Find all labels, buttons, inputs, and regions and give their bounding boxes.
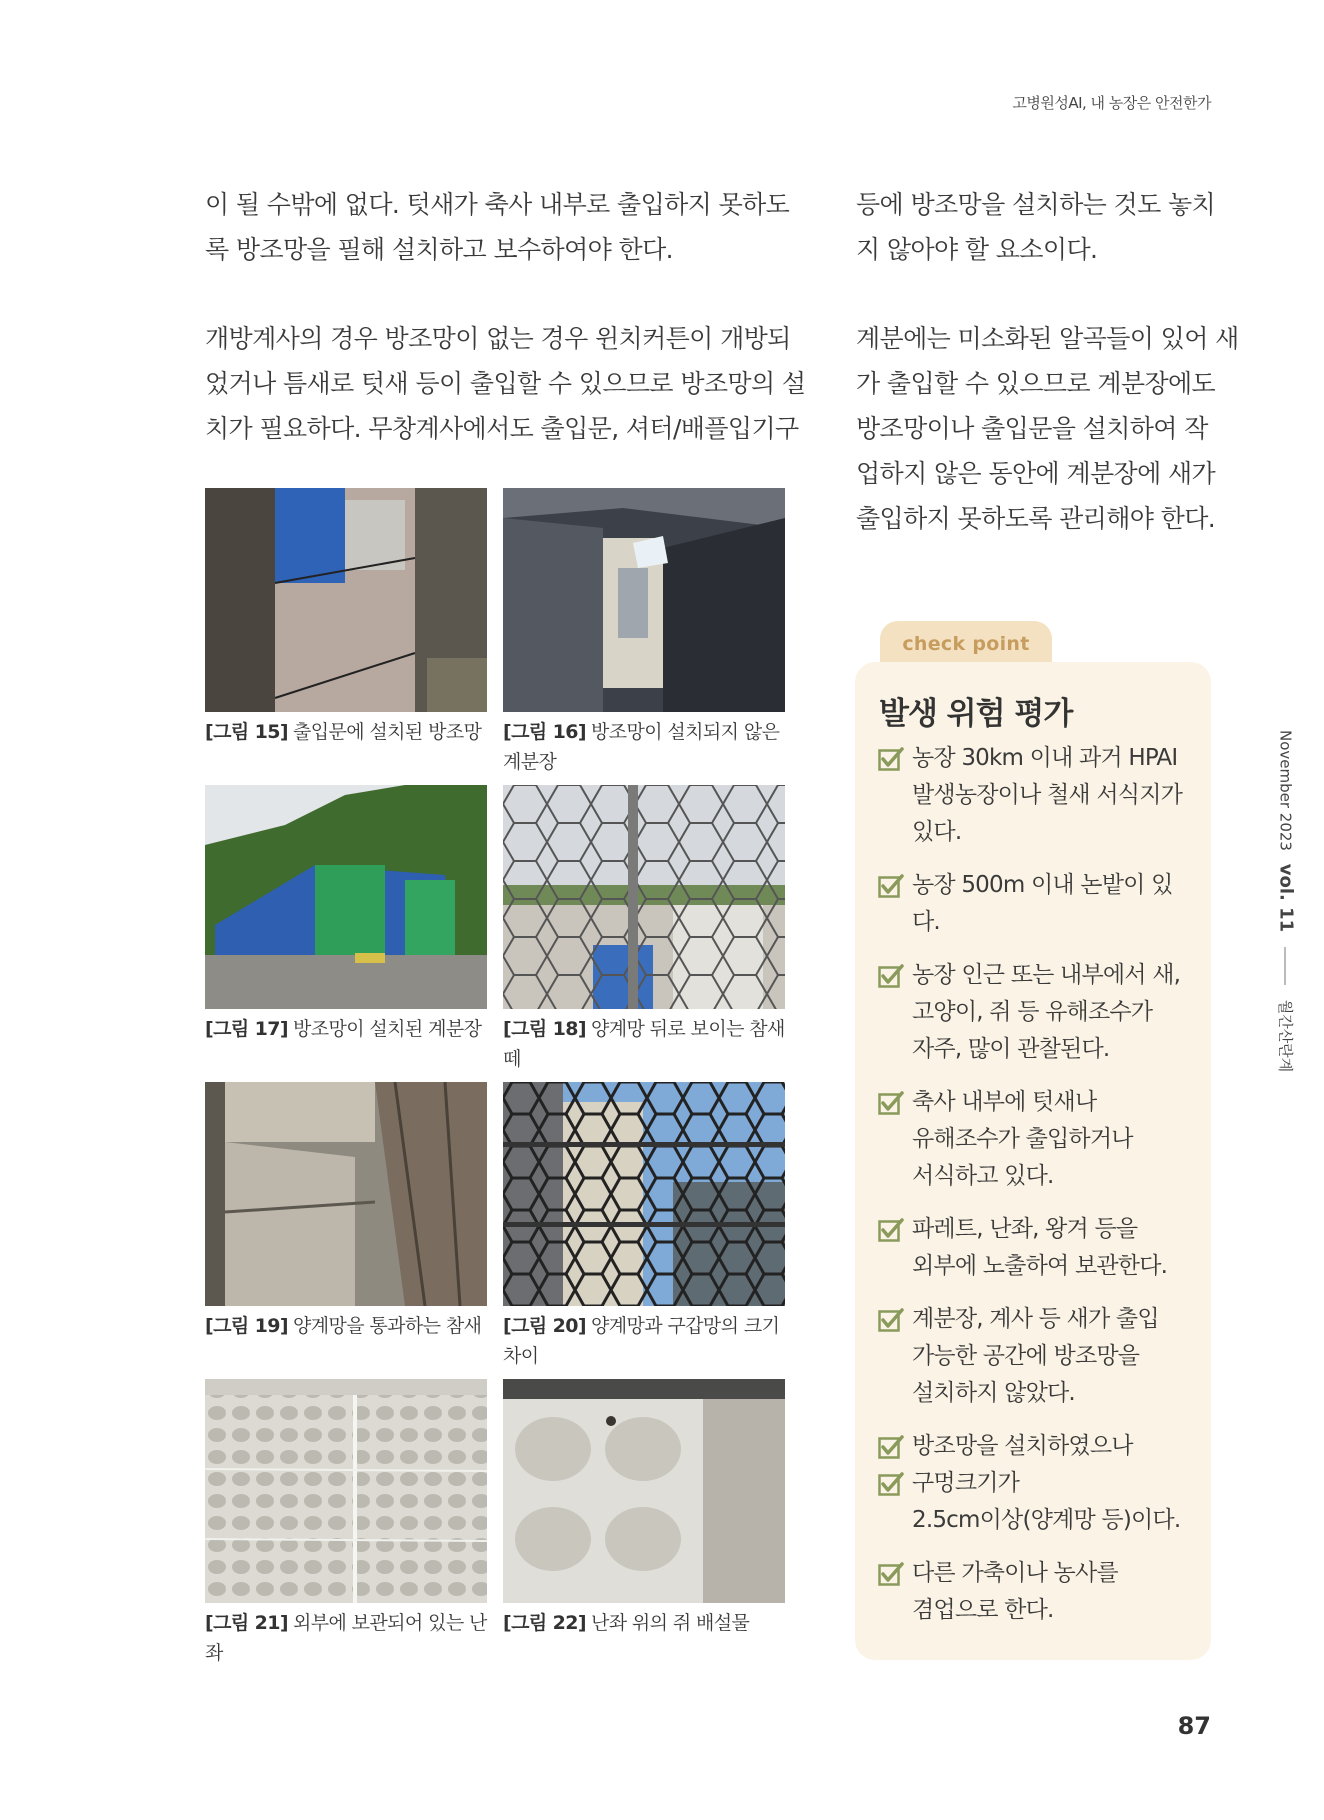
figure-16-photo — [503, 488, 785, 712]
left-paragraph-2: 개방계사의 경우 방조망이 없는 경우 윈치커튼이 개방되 었거나 틈새로 텃새 등이 출입할 수 있으므로 방조망의 설 치가 필요하다. 무창계사에서도 출입문, 셔터/배플입기구 — [205, 324, 806, 443]
figure-15-photo — [205, 488, 487, 712]
figure-17-photo — [205, 785, 487, 1009]
figure-20-caption: [그림 20] 양계망과 구갑망의 크기 차이 — [503, 1315, 780, 1367]
check-item-text: 방조망을 설치하였으나 — [912, 1433, 1133, 1459]
checkbox-checked-icon — [878, 1555, 912, 1592]
side-tab-vol: vol. 11 — [1275, 863, 1297, 933]
check-item-text: 파레트, 난좌, 왕겨 등을 외부에 노출하여 보관한다. — [912, 1216, 1168, 1279]
figure-15 — [205, 488, 487, 747]
checkbox-checked-icon — [878, 1211, 912, 1248]
check-item-text: 축사 내부에 텃새나 유해조수가 출입하거나 서식하고 있다. — [912, 1089, 1133, 1189]
checkbox-checked-icon — [878, 1301, 912, 1338]
check-item — [878, 1555, 1198, 1629]
figure-20 — [503, 1082, 785, 1371]
checkbox-checked-icon — [878, 1084, 912, 1121]
page-number: 87 — [1177, 1712, 1211, 1740]
figure-18-caption: [그림 18] 양계망 뒤로 보이는 참새 떼 — [503, 1018, 785, 1070]
side-tab-text — [1276, 730, 1297, 1072]
check-item — [878, 1428, 1198, 1465]
check-item-text: 구멍크기가 2.5cm이상(양계망 등)이다. — [912, 1470, 1181, 1533]
check-point-tab: check point — [880, 621, 1052, 665]
figure-22 — [503, 1379, 785, 1638]
side-tab — [1266, 730, 1306, 1073]
figure-16 — [503, 488, 785, 777]
check-item-text: 농장 인근 또는 내부에서 새, 고양이, 쥐 등 유해조수가 자주, 많이 관찰된다. — [912, 962, 1181, 1062]
left-paragraph-1: 이 될 수밖에 없다. 텃새가 축사 내부로 출입하지 못하도 록 방조망을 필해 설치하고 보수하여야 한다. — [205, 190, 790, 264]
checkbox-checked-icon — [878, 867, 912, 904]
check-item — [878, 1084, 1198, 1195]
check-point-list — [878, 740, 1198, 1645]
figure-19-caption: [그림 19] 양계망을 통과하는 참새 — [205, 1315, 482, 1337]
check-item — [878, 740, 1198, 851]
checkbox-checked-icon — [878, 957, 912, 994]
figure-20-photo — [503, 1082, 785, 1306]
check-item-text: 계분장, 계사 등 새가 출입 가능한 공간에 방조망을 설치하지 않았다. — [912, 1306, 1159, 1406]
check-item — [878, 957, 1198, 1068]
check-item — [878, 1301, 1198, 1412]
running-head-title: 고병원성AI, 내 농장은 안전한가 — [1012, 94, 1211, 112]
right-paragraph-1: 등에 방조망을 설치하는 것도 놓치 지 않아야 할 요소이다. — [856, 190, 1216, 264]
side-tab-issue: November 2023 — [1276, 730, 1295, 851]
check-item — [878, 1211, 1198, 1285]
check-item-text: 농장 500m 이내 논밭이 있다. — [912, 872, 1173, 935]
check-item — [878, 867, 1198, 941]
check-item-text: 농장 30km 이내 과거 HPAI 발생농장이나 철새 서식지가 있다. — [912, 745, 1183, 845]
figure-16-caption: [그림 16] 방조망이 설치되지 않은 계분장 — [503, 721, 780, 773]
figure-17-caption: [그림 17] 방조망이 설치된 계분장 — [205, 1018, 482, 1040]
figure-22-photo — [503, 1379, 785, 1603]
figure-17 — [205, 785, 487, 1044]
figure-21-photo — [205, 1379, 487, 1603]
figure-19 — [205, 1082, 487, 1341]
check-item-text: 다른 가축이나 농사를 겸업으로 한다. — [912, 1560, 1118, 1623]
checkbox-checked-icon — [878, 1465, 912, 1502]
figure-18-photo — [503, 785, 785, 1009]
check-point-title: 발생 위험 평가 — [879, 696, 1073, 732]
figure-21 — [205, 1379, 487, 1668]
check-item — [878, 1465, 1198, 1539]
figure-15-caption: [그림 15] 출입문에 설치된 방조망 — [205, 721, 482, 743]
checkbox-checked-icon — [878, 740, 912, 777]
figure-22-caption: [그림 22] 난좌 위의 쥐 배설물 — [503, 1612, 750, 1634]
side-tab-magazine: 월간산란계 — [1276, 999, 1295, 1073]
figure-21-caption: [그림 21] 외부에 보관되어 있는 난좌 — [205, 1612, 487, 1664]
checkbox-checked-icon — [878, 1428, 912, 1465]
figure-19-photo — [205, 1082, 487, 1306]
right-paragraph-2: 계분에는 미소화된 알곡들이 있어 새 가 출입할 수 있으므로 계분장에도 방조망이나 출입문을 설치하여 작 업하지 않은 동안에 계분장에 새가 출입하지 못하도록 관리해야 한다. — [856, 324, 1239, 533]
figure-18 — [503, 785, 785, 1074]
